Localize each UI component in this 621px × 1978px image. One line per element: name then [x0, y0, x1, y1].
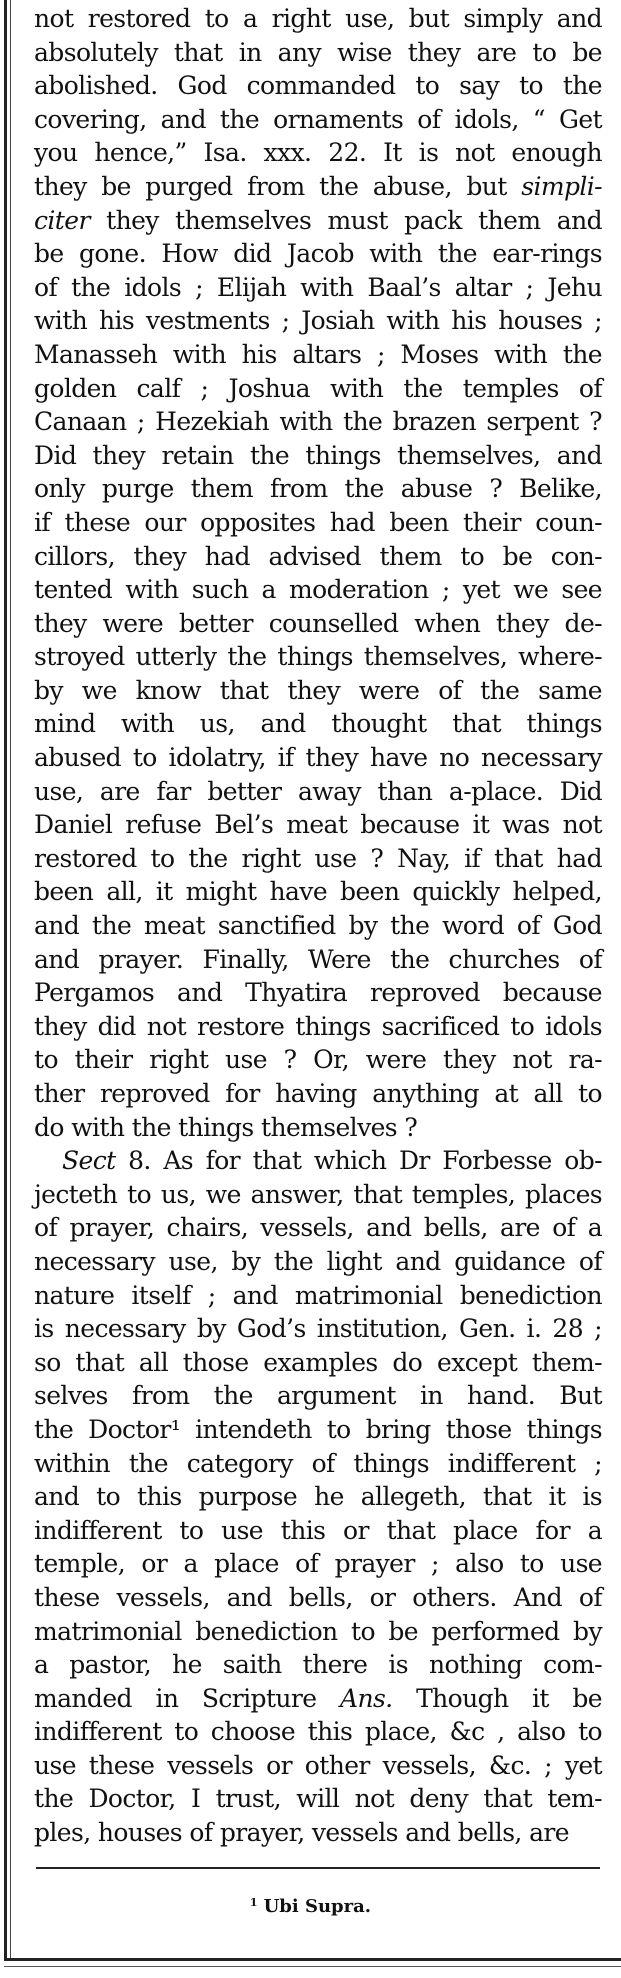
text-line: been all, it might have been quickly helped,: [34, 877, 602, 907]
text-line: they did not restore things sacrificed to idols: [34, 1011, 602, 1041]
text-line: ples, houses of prayer, vessels and bells, are: [34, 1818, 569, 1848]
text-line: they be purged from the abuse, but simpli-: [34, 171, 602, 201]
text-line: Manasseh with his altars ; Moses with the: [34, 339, 602, 369]
text-line: abused to idolatry, if they have no necessary: [34, 743, 602, 773]
text-line: ther reproved for having anything at all to: [34, 1079, 602, 1108]
text-line: a pastor, he saith there is nothing com-: [34, 1650, 602, 1680]
footnote-text: Ubi Supra.: [263, 1896, 372, 1917]
text-line: is necessary by God’s institution, Gen. i. 28 ;: [34, 1314, 602, 1344]
text-line: selves from the argument in hand. But: [34, 1381, 602, 1411]
text-line: the Doctor¹ intendeth to bring those things: [34, 1414, 602, 1444]
text-line: indifferent to choose this place, &c , also to: [34, 1717, 602, 1747]
text-line: tented with such a moderation ; yet we see: [34, 575, 602, 605]
text-line: be gone. How did Jacob with the ear-rings: [34, 239, 602, 269]
text-line: and to this purpose he allegeth, that it is: [34, 1482, 602, 1512]
page-border-bottom: [4, 1958, 621, 1961]
text-line: covering, and the ornaments of idols, “ Get: [34, 104, 602, 134]
page-border-left: [4, 0, 7, 1960]
text-line: cillors, they had advised them to be con-: [34, 541, 602, 571]
text-line: with his vestments ; Josiah with his houses ;: [34, 306, 602, 336]
text-line: Did they retain the things themselves, and: [34, 440, 602, 470]
text-line: indifferent to use this or that place for a: [34, 1515, 602, 1545]
text-line: not restored to a right use, but simply and: [34, 4, 602, 33]
page-border-left-inner: [10, 0, 11, 1960]
text-line: do with the things themselves ?: [34, 1112, 418, 1142]
text-line: only purge them from the abuse ? Belike,: [34, 474, 602, 504]
footnote: [0, 1896, 621, 1917]
text-line: to their right use ? Or, were they not ra-: [34, 1045, 602, 1075]
text-line: mind with us, and thought that things: [34, 709, 602, 739]
text-line: use these vessels or other vessels, &c. ; yet: [34, 1750, 602, 1780]
text-line: manded in Scripture Ans. Though it be: [34, 1683, 602, 1713]
footnote-divider: [36, 1867, 600, 1869]
text-line: they were better counselled when they de-: [34, 608, 602, 638]
text-line: jecteth to us, we answer, that temples, places: [34, 1179, 602, 1209]
text-line: Sect 8. As for that which Dr Forbesse ob-: [62, 1146, 602, 1176]
text-line: Daniel refuse Bel’s meat because it was not: [34, 810, 602, 840]
text-line: use, are far better away than a-place. Did: [34, 776, 602, 806]
text-line: nature itself ; and matrimonial benediction: [34, 1280, 602, 1310]
text-line: Canaan ; Hezekiah with the brazen serpent ?: [34, 407, 602, 437]
text-line: these vessels, and bells, or others. And of: [34, 1582, 602, 1612]
text-line: restored to the right use ? Nay, if that had: [34, 843, 602, 873]
text-line: abolished. God commanded to say to the: [34, 71, 602, 101]
text-line: and prayer. Finally, Were the churches of: [34, 944, 602, 974]
text-line: necessary use, by the light and guidance of: [34, 1246, 602, 1276]
page-border-bottom-inner: [4, 1966, 621, 1967]
text-line: so that all those examples do except them-: [34, 1347, 602, 1377]
text-line: stroyed utterly the things themselves, where-: [34, 642, 602, 672]
text-line: you hence,” Isa. xxx. 22. It is not enough: [34, 138, 602, 168]
text-line: of the idols ; Elijah with Baal’s altar ; Jehu: [34, 272, 602, 302]
text-line: citer they themselves must pack them and: [34, 205, 602, 235]
text-line: matrimonial benediction to be performed by: [34, 1616, 602, 1646]
text-line: absolutely that in any wise they are to be: [34, 37, 602, 67]
text-line: the Doctor, I trust, will not deny that tem-: [34, 1784, 602, 1814]
text-line: if these our opposites had been their coun-: [34, 507, 602, 537]
page-text: [34, 2, 602, 1850]
text-line: by we know that they were of the same: [34, 675, 602, 705]
text-line: golden calf ; Joshua with the temples of: [34, 373, 602, 403]
footnote-marker: 1: [249, 1896, 258, 1909]
text-line: and the meat sanctified by the word of God: [34, 911, 602, 941]
text-line: within the category of things indifferent ;: [34, 1448, 602, 1478]
text-line: temple, or a place of prayer ; also to use: [34, 1549, 602, 1579]
text-line: of prayer, chairs, vessels, and bells, are of a: [34, 1213, 602, 1243]
text-line: Pergamos and Thyatira reproved because: [34, 978, 602, 1008]
